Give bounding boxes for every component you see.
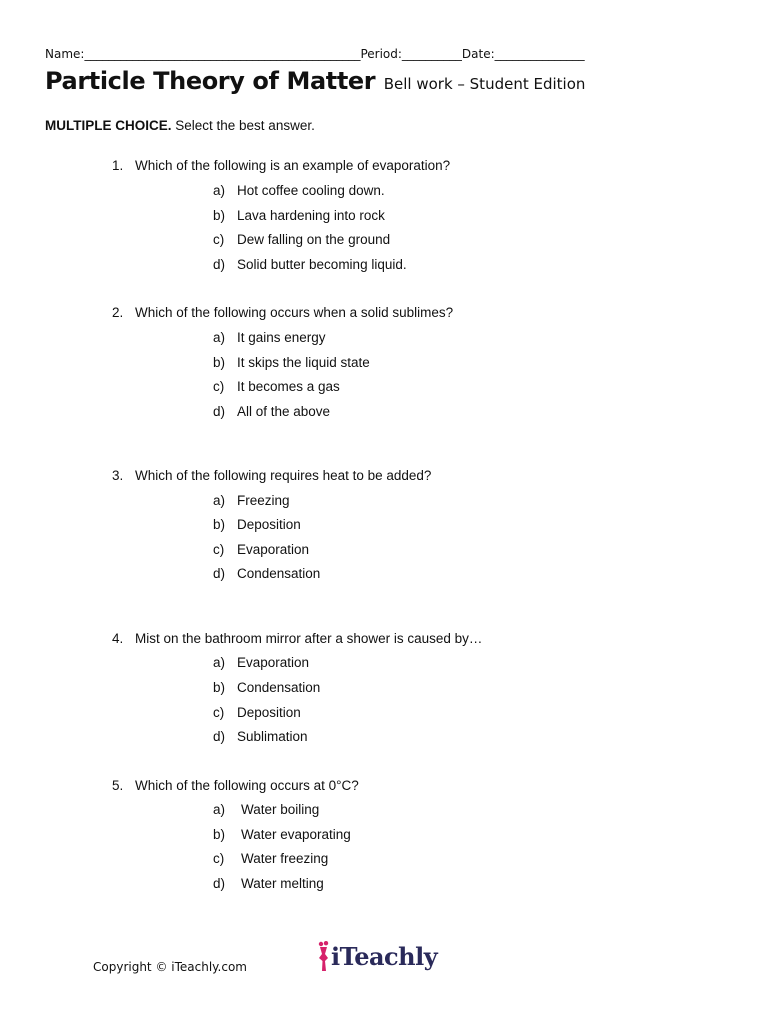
question-number: 1.	[112, 158, 124, 173]
option-text: Lava hardening into rock	[237, 208, 385, 223]
option-3c	[213, 542, 309, 557]
option-text: It skips the liquid state	[237, 355, 370, 370]
instructions	[45, 118, 315, 133]
option-text: Sublimation	[237, 729, 308, 744]
option-5c	[213, 851, 328, 866]
option-text: Deposition	[237, 705, 301, 720]
option-1d	[213, 257, 407, 272]
option-text: Water boiling	[241, 802, 320, 817]
option-5a	[213, 802, 319, 817]
option-letter: b)	[213, 680, 226, 695]
name-blank: ______________________________________________	[84, 47, 361, 61]
option-4d	[213, 729, 308, 744]
option-1c	[213, 232, 390, 247]
question-5	[112, 778, 359, 793]
option-text: Water melting	[241, 876, 324, 891]
question-text: Mist on the bathroom mirror after a shower is caused by…	[135, 631, 483, 646]
option-letter: c)	[213, 851, 225, 866]
option-text: Condensation	[237, 680, 321, 695]
period-label: Period:	[360, 47, 402, 61]
option-5b	[213, 827, 351, 842]
question-number: 5.	[112, 778, 124, 793]
name-label: Name:	[45, 47, 85, 61]
option-letter: d)	[213, 876, 226, 891]
question-1	[112, 158, 450, 173]
logo-wordmark: iTeachly	[331, 942, 438, 971]
instructions-heading: MULTIPLE CHOICE.	[45, 118, 172, 133]
question-2	[112, 305, 453, 320]
option-letter: a)	[213, 493, 226, 508]
option-letter: b)	[213, 517, 226, 532]
period-blank: __________	[401, 47, 462, 61]
option-letter: a)	[213, 802, 226, 817]
option-2b	[213, 355, 370, 370]
option-letter: a)	[213, 655, 226, 670]
option-letter: c)	[213, 705, 225, 720]
copyright-notice: Copyright © iTeachly.com	[93, 960, 247, 974]
option-letter: d)	[213, 729, 226, 744]
option-letter: d)	[213, 566, 226, 581]
option-letter: b)	[213, 827, 226, 842]
option-text: Dew falling on the ground	[237, 232, 391, 247]
option-text: Evaporation	[237, 655, 310, 670]
page-title	[45, 67, 585, 95]
option-letter: d)	[213, 404, 226, 419]
option-text: It gains energy	[237, 330, 326, 345]
option-letter: b)	[213, 355, 226, 370]
date-label: Date:	[461, 47, 495, 61]
question-number: 4.	[112, 631, 124, 646]
option-letter: a)	[213, 183, 226, 198]
title-subtitle: Bell work – Student Edition	[383, 75, 586, 93]
instructions-text: Select the best answer.	[171, 118, 315, 133]
option-text: Freezing	[237, 493, 290, 508]
option-2d	[213, 404, 330, 419]
question-text: Which of the following occurs when a solid sublimes?	[135, 305, 454, 320]
option-3a	[213, 493, 290, 508]
question-text: Which of the following occurs at 0°C?	[135, 778, 359, 793]
option-4b	[213, 680, 320, 695]
option-letter: c)	[213, 379, 225, 394]
option-4c	[213, 705, 301, 720]
question-number: 2.	[112, 305, 124, 320]
title-main: Particle Theory of Matter	[45, 67, 376, 95]
option-letter: a)	[213, 330, 226, 345]
option-letter: b)	[213, 208, 226, 223]
date-blank: _______________	[494, 47, 585, 61]
question-text: Which of the following is an example of evaporation?	[135, 158, 451, 173]
option-2a	[213, 330, 326, 345]
option-letter: c)	[213, 232, 225, 247]
option-text: Evaporation	[237, 542, 310, 557]
option-3b	[213, 517, 301, 532]
question-text: Which of the following requires heat to be added?	[135, 468, 432, 483]
option-text: Water freezing	[241, 851, 329, 866]
option-2c	[213, 379, 340, 394]
option-3d	[213, 566, 320, 581]
student-info-line	[45, 47, 705, 61]
option-1a	[213, 183, 385, 198]
question-number: 3.	[112, 468, 124, 483]
option-text: It becomes a gas	[237, 379, 340, 394]
option-letter: d)	[213, 257, 226, 272]
option-text: Solid butter becoming liquid.	[237, 257, 407, 272]
option-1b	[213, 208, 385, 223]
option-text: Water evaporating	[241, 827, 351, 842]
option-text: All of the above	[237, 404, 331, 419]
option-4a	[213, 655, 309, 670]
question-4	[112, 631, 482, 646]
option-letter: c)	[213, 542, 225, 557]
option-text: Deposition	[237, 517, 301, 532]
option-5d	[213, 876, 324, 891]
option-text: Condensation	[237, 566, 321, 581]
option-text: Hot coffee cooling down.	[237, 183, 385, 198]
question-3	[112, 468, 431, 483]
iteachly-figure-icon	[316, 940, 332, 976]
